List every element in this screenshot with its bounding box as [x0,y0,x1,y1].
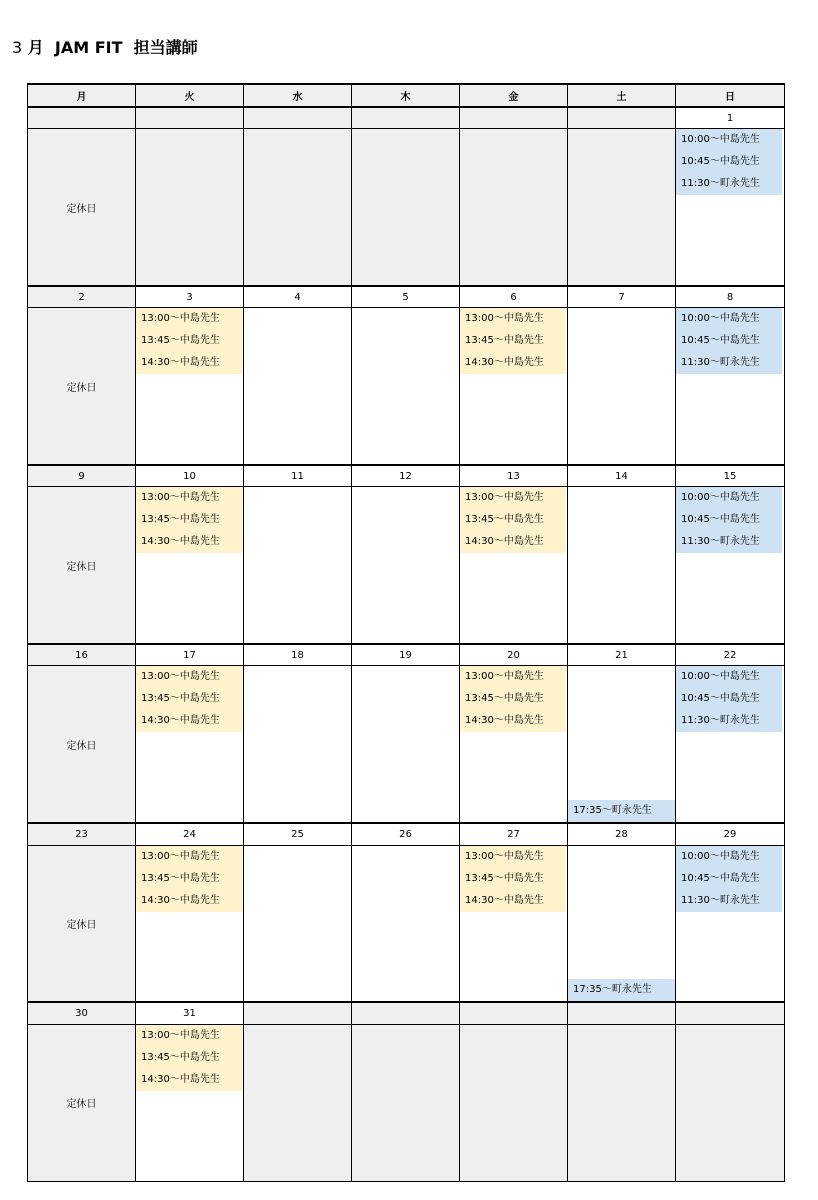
closed-day-label: 定休日 [28,308,136,465]
weekday-fri: 金 [460,84,568,107]
closed-day-label: 定休日 [28,487,136,644]
date-cell [460,107,568,129]
date-cell: 17 [136,644,244,666]
week-2-dates [28,286,785,308]
time-slot: 11:30～町永先生 [681,536,760,548]
date-cell: 20 [460,644,568,666]
title-text: 月 JAM FIT 担当講師 [27,38,198,57]
day-cell [352,487,460,644]
date-cell: 14 [568,465,676,487]
day-cell [460,666,568,823]
time-slot: 10:00～中島先生 [681,134,760,146]
date-cell [568,107,676,129]
day-cell [136,845,244,1002]
date-cell [676,1002,785,1024]
date-cell: 8 [676,286,785,308]
date-cell [352,1002,460,1024]
date-cell: 16 [28,644,136,666]
day-cell [352,308,460,465]
closed-day-label: 定休日 [28,845,136,1002]
week-6-body [28,1024,785,1181]
date-cell: 2 [28,286,136,308]
date-cell: 15 [676,465,785,487]
friday-slots [460,308,566,374]
day-cell [460,487,568,644]
time-slot: 10:45～中島先生 [681,156,760,168]
time-slot: 13:00～中島先生 [465,850,544,862]
date-cell [244,1002,352,1024]
day-cell [136,308,244,465]
time-slot: 14:30～中島先生 [465,715,544,727]
date-cell: 1 [676,107,785,129]
page-title [12,36,198,60]
date-cell: 22 [676,644,785,666]
time-slot: 13:45～中島先生 [141,335,220,347]
weekday-wed: 水 [244,84,352,107]
time-slot: 13:45～中島先生 [465,514,544,526]
day-cell [460,308,568,465]
time-slot: 13:00～中島先生 [465,492,544,504]
day-cell [676,129,785,286]
time-slot: 10:45～中島先生 [681,693,760,705]
tuesday-slots [136,1025,242,1091]
date-cell: 10 [136,465,244,487]
sunday-slots [676,487,782,553]
time-slot: 10:00～中島先生 [681,850,760,862]
date-cell: 6 [460,286,568,308]
date-cell: 4 [244,286,352,308]
closed-day-label: 定休日 [28,1024,136,1181]
weekday-header-row [28,84,785,107]
tuesday-slots [136,308,242,374]
date-cell: 18 [244,644,352,666]
date-cell [352,107,460,129]
friday-slots [460,487,566,553]
day-cell [244,1024,352,1181]
day-cell [136,1024,244,1181]
date-cell: 31 [136,1002,244,1024]
date-cell: 29 [676,823,785,845]
day-cell [568,666,676,823]
day-cell [568,845,676,1002]
date-cell: 7 [568,286,676,308]
time-slot: 10:00～中島先生 [681,492,760,504]
date-cell: 11 [244,465,352,487]
time-slot: 13:45～中島先生 [141,693,220,705]
date-cell: 19 [352,644,460,666]
day-cell [568,1024,676,1181]
date-cell: 3 [136,286,244,308]
day-cell [676,845,785,1002]
day-cell [676,308,785,465]
time-slot: 13:00～中島先生 [141,313,220,325]
saturday-evening-slot: 17:35～町永先生 [568,979,675,1001]
time-slot: 14:30～中島先生 [465,357,544,369]
day-cell [136,487,244,644]
date-cell: 28 [568,823,676,845]
week-3-body [28,487,785,644]
date-cell: 21 [568,644,676,666]
time-slot: 13:45～中島先生 [465,872,544,884]
time-slot: 13:45～中島先生 [465,335,544,347]
day-cell [568,487,676,644]
time-slot: 14:30～中島先生 [141,357,220,369]
time-slot: 10:00～中島先生 [681,671,760,683]
date-cell: 13 [460,465,568,487]
date-cell [460,1002,568,1024]
day-cell [568,308,676,465]
date-cell: 25 [244,823,352,845]
time-slot: 13:00～中島先生 [465,671,544,683]
day-cell [676,1024,785,1181]
time-slot: 11:30～町永先生 [681,178,760,190]
day-cell [676,666,785,823]
time-slot: 13:45～中島先生 [141,1051,220,1063]
sunday-slots [676,666,782,732]
time-slot: 10:45～中島先生 [681,872,760,884]
day-cell [244,308,352,465]
date-cell: 27 [460,823,568,845]
date-cell: 5 [352,286,460,308]
time-slot: 14:30～中島先生 [465,536,544,548]
tuesday-slots [136,666,242,732]
friday-slots [460,846,566,912]
time-slot: 13:45～中島先生 [141,872,220,884]
day-cell [136,129,244,286]
day-cell [676,487,785,644]
day-cell [244,845,352,1002]
date-cell [28,107,136,129]
time-slot: 13:00～中島先生 [465,313,544,325]
time-slot: 13:00～中島先生 [141,671,220,683]
sunday-slots [676,846,782,912]
date-cell: 24 [136,823,244,845]
day-cell [568,129,676,286]
time-slot: 13:45～中島先生 [465,693,544,705]
day-cell [244,487,352,644]
date-cell [244,107,352,129]
time-slot: 10:45～中島先生 [681,514,760,526]
week-3-dates [28,465,785,487]
time-slot: 13:00～中島先生 [141,850,220,862]
week-6-dates [28,1002,785,1024]
day-cell [136,666,244,823]
week-4-dates [28,644,785,666]
day-cell [460,845,568,1002]
time-slot: 11:30～町永先生 [681,715,760,727]
tuesday-slots [136,846,242,912]
date-cell: 26 [352,823,460,845]
week-4-body [28,666,785,823]
day-cell [352,129,460,286]
closed-day-label: 定休日 [28,666,136,823]
time-slot: 14:30～中島先生 [141,1073,220,1085]
time-slot: 10:45～中島先生 [681,335,760,347]
time-slot: 11:30～町永先生 [681,894,760,906]
week-1-body [28,129,785,286]
time-slot: 14:30～中島先生 [141,536,220,548]
date-cell [136,107,244,129]
day-cell [244,666,352,823]
saturday-evening-slot: 17:35～町永先生 [568,800,675,822]
day-cell [352,845,460,1002]
week-2-body [28,308,785,465]
week-1-dates [28,107,785,129]
tuesday-slots [136,487,242,553]
day-cell [352,666,460,823]
friday-slots [460,666,566,732]
day-cell [460,1024,568,1181]
sunday-slots [676,308,782,374]
time-slot: 14:30～中島先生 [141,894,220,906]
sunday-slots [676,129,782,195]
title-month: 3 [12,38,23,57]
date-cell [568,1002,676,1024]
time-slot: 13:00～中島先生 [141,492,220,504]
schedule-calendar [27,83,785,1182]
weekday-tue: 火 [136,84,244,107]
date-cell: 9 [28,465,136,487]
week-5-body [28,845,785,1002]
time-slot: 10:00～中島先生 [681,313,760,325]
week-5-dates [28,823,785,845]
day-cell [352,1024,460,1181]
time-slot: 13:00～中島先生 [141,1029,220,1041]
weekday-sat: 土 [568,84,676,107]
time-slot: 14:30～中島先生 [465,894,544,906]
date-cell: 12 [352,465,460,487]
closed-day-label: 定休日 [28,129,136,286]
weekday-thu: 木 [352,84,460,107]
weekday-sun: 日 [676,84,785,107]
weekday-mon: 月 [28,84,136,107]
day-cell [244,129,352,286]
time-slot: 14:30～中島先生 [141,715,220,727]
time-slot: 11:30～町永先生 [681,357,760,369]
day-cell [460,129,568,286]
date-cell: 30 [28,1002,136,1024]
time-slot: 13:45～中島先生 [141,514,220,526]
date-cell: 23 [28,823,136,845]
